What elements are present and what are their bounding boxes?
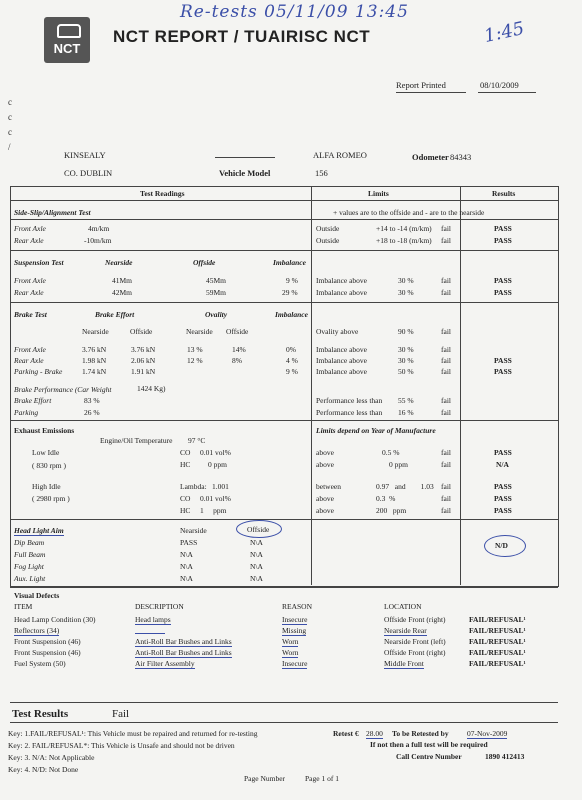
brake-limit: 30 % (398, 356, 414, 365)
address-line2: CO. DUBLIN (64, 168, 113, 178)
column-limits: Limits (368, 189, 389, 198)
defect-result: FAIL/REFUSAL¹ (469, 659, 526, 668)
odometer-label: Odometer (412, 152, 449, 162)
perf-status: fail (441, 396, 451, 405)
brake-imbalance: 9 % (286, 367, 298, 376)
emission-result: PASS (494, 494, 512, 503)
side-slip-limit-label: Outside (316, 224, 340, 233)
headlight-result: N/D (495, 541, 508, 550)
suspension-imbalance: 29 % (282, 288, 298, 297)
side-slip-limit: +18 to -18 (m/km) (376, 236, 432, 245)
emission-result: PASS (494, 448, 512, 457)
suspension-label: Front Axle (14, 276, 46, 285)
ovality-off: 14% (232, 345, 246, 354)
side-slip-limit: +14 to -14 (m/km) (376, 224, 432, 233)
suspension-offside-header: Offside (193, 258, 216, 267)
headlight-off: N\A (250, 550, 263, 559)
brake-near: 3.76 kN (82, 345, 107, 354)
side-slip-status: fail (441, 224, 451, 233)
defect-description: Anti-Roll Bar Bushes and Links (135, 648, 232, 657)
ovality-status: fail (441, 327, 451, 336)
brake-status: fail (441, 367, 451, 376)
address-line1: KINSEALY (64, 150, 106, 160)
headlight-near: N\A (180, 574, 193, 583)
brake-off: 2.06 kN (131, 356, 156, 365)
perf-label: Parking (14, 408, 39, 417)
brake-off: 3.76 kN (131, 345, 156, 354)
emission-limit: 200 ppm (376, 506, 407, 515)
defect-item: Front Suspension (46) (14, 648, 81, 657)
defect-location: Nearside Rear (384, 626, 427, 635)
brake-limit-label: Imbalance above (316, 356, 368, 365)
perf-value: 83 % (84, 396, 100, 405)
defect-result: FAIL/REFUSAL¹ (469, 648, 526, 657)
brake-nearside-header: Nearside (82, 327, 109, 336)
report-title: NCT REPORT / TUAIRISC NCT (113, 27, 371, 46)
brake-status: fail (441, 345, 451, 354)
gas-label: HC (180, 460, 191, 469)
gas-label: HC (180, 506, 191, 515)
emission-limit: 0 ppm (389, 460, 408, 469)
retest-fee: 28.00 (366, 729, 383, 738)
gas-value: 1 ppm (200, 506, 227, 515)
gas-value: 0 ppm (208, 460, 227, 469)
headlight-offside-header: Offside (247, 525, 270, 534)
defect-reason: Worn (282, 637, 299, 646)
headlight-row-label: Aux. Light (14, 574, 46, 583)
emission-limit: 0.97 and 1.03 (376, 482, 434, 491)
page-number-label: Page Number (244, 774, 286, 783)
gas-label: Lambda: (180, 482, 207, 491)
perf-limit: 55 % (398, 396, 414, 405)
suspension-imbalance: 9 % (286, 276, 298, 285)
defect-reason: Worn (282, 648, 299, 657)
emission-status: fail (441, 506, 451, 515)
high-idle-rpm: ( 2980 rpm ) (32, 494, 70, 503)
suspension-limit: 30 % (398, 276, 414, 285)
defects-item-header: ITEM (14, 602, 33, 611)
side-slip-value: 4m/km (88, 224, 110, 233)
defect-item: Front Suspension (46) (14, 637, 81, 646)
emission-status: fail (441, 448, 451, 457)
side-slip-result: PASS (494, 224, 512, 233)
high-idle-label: High Idle (32, 482, 61, 491)
brake-limit: 30 % (398, 345, 414, 354)
gas-value: 0.01 vol% (200, 494, 231, 503)
side-slip-title: Side-Slip/Alignment Test (14, 208, 91, 217)
headlight-off: N\A (250, 538, 263, 547)
defect-result: FAIL/REFUSAL¹ (469, 615, 526, 624)
temp-value: 97 °C (188, 436, 206, 445)
emission-limit-label: above (316, 448, 334, 457)
ovality-nearside-header: Nearside (186, 327, 213, 336)
headlight-row-label: Dip Beam (14, 538, 45, 547)
car-icon (57, 24, 81, 38)
emission-limit-label: between (316, 482, 341, 491)
emissions-title: Exhaust Emissions (14, 426, 75, 435)
low-idle-rpm: ( 830 rpm ) (32, 461, 66, 470)
suspension-result: PASS (494, 276, 512, 285)
emission-limit: 0.3 % (376, 494, 396, 503)
suspension-nearside-header: Nearside (105, 258, 133, 267)
suspension-title: Suspension Test (14, 258, 64, 267)
car-weight: 1424 Kg) (137, 384, 166, 393)
side-slip-label: Front Axle (14, 224, 46, 233)
gas-label: CO (180, 448, 191, 457)
brake-title: Brake Test (14, 310, 47, 319)
emission-result: PASS (494, 506, 512, 515)
perf-value: 26 % (84, 408, 100, 417)
headlight-nearside-header: Nearside (180, 526, 207, 535)
brake-near: 1.98 kN (82, 356, 107, 365)
ovality-near: 13 % (187, 345, 203, 354)
column-results: Results (492, 189, 516, 198)
defect-reason: Insecure (282, 615, 308, 624)
emission-status: fail (441, 482, 451, 491)
call-centre-label: Call Centre Number (396, 752, 462, 761)
temp-label: Engine/Oil Temperature (100, 436, 173, 445)
key-note: Key: 1.FAIL/REFUSAL¹: This Vehicle must be repaired and returned for re-testing (8, 729, 258, 738)
brake-row-label: Rear Axle (14, 356, 44, 365)
retest-by-label: To be Retested by (392, 729, 449, 738)
brake-row-label: Front Axle (14, 345, 46, 354)
headlight-off: N\A (250, 562, 263, 571)
test-results-label: Test Results (12, 708, 69, 720)
defect-location: Nearside Front (left) (384, 637, 446, 646)
handwritten-corner-note: 1:45 (482, 18, 527, 47)
key-note: Key: 2. FAIL/REFUSAL*: This Vehicle is Unsafe and should not be driven (8, 741, 235, 750)
brake-near: 1.74 kN (82, 367, 107, 376)
suspension-off: 45Mm (206, 276, 227, 285)
defect-item: Fuel System (50) (14, 659, 66, 668)
brake-result: PASS (494, 356, 512, 365)
retest-label: Retest € (333, 729, 359, 738)
test-results-value: Fail (112, 708, 130, 720)
odometer-value: 84343 (450, 152, 472, 162)
brake-status: fail (441, 356, 451, 365)
emission-limit-label: above (316, 506, 334, 515)
ovality-limit-label: Ovality above (316, 327, 359, 336)
brake-limit: 50 % (398, 367, 414, 376)
defect-reason: Insecure (282, 659, 308, 668)
emission-result: N/A (496, 460, 509, 469)
ovality-near: 12 % (187, 356, 203, 365)
headlight-near: N\A (180, 562, 193, 571)
vehicle-model-label: Vehicle Model (219, 168, 271, 178)
brake-limit-label: Imbalance above (316, 367, 368, 376)
key-note: Key: 4. N/D: Not Done (8, 765, 79, 774)
defects-title: Visual Defects (14, 591, 60, 600)
nct-logo: NCT (44, 17, 90, 63)
brake-result: PASS (494, 367, 512, 376)
side-slip-label: Rear Axle (14, 236, 44, 245)
page-number: Page 1 of 1 (305, 774, 339, 783)
perf-status: fail (441, 408, 451, 417)
handwritten-retest-note: Re-tests 05/11/09 13:45 (180, 2, 409, 22)
emission-limit: 0.5 % (382, 448, 400, 457)
brake-ovality-header: Ovality (205, 310, 228, 319)
brake-performance-label: Brake Performance (Car Weight (14, 385, 112, 394)
emission-limit-label: above (316, 494, 334, 503)
suspension-status: fail (441, 276, 451, 285)
retest-by-date: 07-Nov-2009 (467, 729, 508, 738)
headlight-off: N\A (250, 574, 263, 583)
emission-status: fail (441, 494, 451, 503)
brake-offside-header: Offside (130, 327, 153, 336)
side-slip-result: PASS (494, 236, 512, 245)
suspension-limit-label: Imbalance above (316, 276, 368, 285)
key-note: Key: 3. N/A: Not Applicable (8, 753, 95, 762)
perf-limit: 16 % (398, 408, 414, 417)
suspension-off: 59Mm (206, 288, 227, 297)
headlight-row-label: Full Beam (14, 550, 46, 559)
side-slip-note: + values are to the offside and - are to the nearside (333, 208, 485, 217)
column-tests: Test Readings (140, 189, 185, 198)
gas-value: 1.001 (212, 482, 229, 491)
retest-note: If not then a full test will be required (370, 740, 488, 749)
brake-off: 1.91 kN (131, 367, 156, 376)
headlight-title: Head Light Aim (14, 526, 64, 535)
headlight-row-label: Fog Light (14, 562, 44, 571)
defect-description: Head lamps (135, 615, 171, 624)
defect-location: Offside Front (right) (384, 648, 446, 657)
ovality-offside-header: Offside (226, 327, 249, 336)
side-slip-value: -10m/km (84, 236, 112, 245)
headlight-near: N\A (180, 550, 193, 559)
suspension-imbalance-header: Imbalance (273, 258, 306, 267)
defect-item: Head Lamp Condition (30) (14, 615, 96, 624)
brake-effort-header: Brake Effort (95, 310, 135, 319)
brake-row-label: Parking - Brake (14, 367, 63, 376)
side-slip-limit-label: Outside (316, 236, 340, 245)
vehicle-make: ALFA ROMEO (313, 150, 367, 160)
ovality-limit: 90 % (398, 327, 414, 336)
call-centre-number: 1890 412413 (485, 752, 525, 761)
emissions-limits-title: Limits depend on Year of Manufacture (316, 426, 436, 435)
gas-label: CO (180, 494, 191, 503)
defect-result: FAIL/REFUSAL¹ (469, 626, 526, 635)
suspension-near: 42Mm (112, 288, 133, 297)
brake-imbalance: 0% (286, 345, 296, 354)
suspension-near: 41Mm (112, 276, 133, 285)
suspension-status: fail (441, 288, 451, 297)
perf-label: Brake Effort (14, 396, 52, 405)
perf-limit-label: Performance less than (316, 396, 383, 405)
defect-location: Middle Front (384, 659, 424, 668)
brake-imbalance: 4 % (286, 356, 298, 365)
brake-imbalance-header: Imbalance (275, 310, 308, 319)
printed-label: Report Printed (396, 80, 446, 90)
vehicle-model: 156 (315, 168, 328, 178)
defect-location: Offside Front (right) (384, 615, 446, 624)
suspension-limit: 30 % (398, 288, 414, 297)
suspension-result: PASS (494, 288, 512, 297)
defect-item: Reflectors (34) (14, 626, 60, 635)
defect-result: FAIL/REFUSAL¹ (469, 637, 526, 646)
side-slip-status: fail (441, 236, 451, 245)
suspension-limit-label: Imbalance above (316, 288, 368, 297)
suspension-label: Rear Axle (14, 288, 44, 297)
headlight-near: PASS (180, 538, 198, 547)
emission-limit-label: above (316, 460, 334, 469)
gas-value: 0.01 vol% (200, 448, 231, 457)
low-idle-label: Low Idle (32, 448, 60, 457)
brake-limit-label: Imbalance above (316, 345, 368, 354)
printed-date: 08/10/2009 (480, 80, 519, 90)
defect-description: Anti-Roll Bar Bushes and Links (135, 637, 232, 646)
defect-description: Air Filter Assembly (135, 659, 195, 668)
defects-description-header: DESCRIPTION (135, 602, 184, 611)
defects-reason-header: REASON (282, 602, 313, 611)
defects-location-header: LOCATION (384, 602, 422, 611)
emission-status: fail (441, 460, 451, 469)
defect-reason: Missing (282, 626, 307, 635)
emission-result: PASS (494, 482, 512, 491)
perf-limit-label: Performance less than (316, 408, 383, 417)
left-margin-marks: c c c / (8, 97, 12, 152)
ovality-off: 8% (232, 356, 242, 365)
